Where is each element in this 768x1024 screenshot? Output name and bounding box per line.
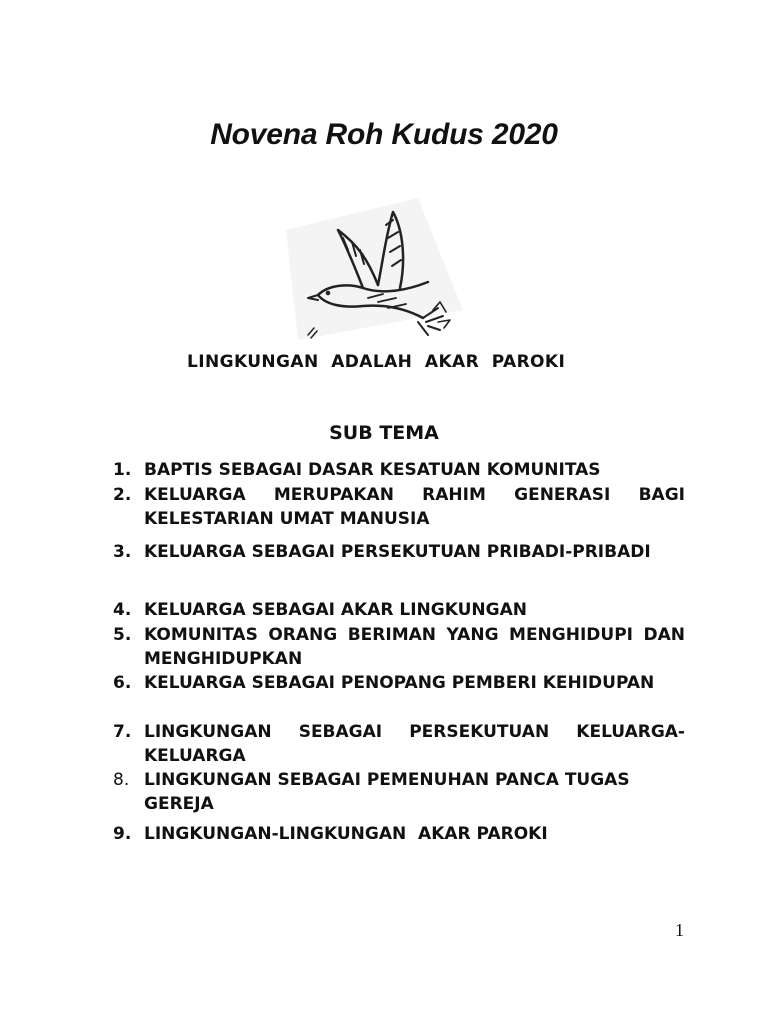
list-item-number: 3. — [113, 542, 132, 562]
list-item-number: 2. — [113, 485, 132, 505]
list-item-number: 4. — [113, 600, 132, 620]
list-item — [113, 822, 685, 846]
list-item-text: KELUARGA SEBAGAI PERSEKUTUAN PRIBADI-PRIBADI — [144, 542, 651, 562]
list-item — [113, 623, 685, 671]
list-item-text: KELUARGA MERUPAKAN RAHIM GENERASI BAGI KELESTARIAN UMAT MANUSIA — [144, 485, 685, 529]
list-item-number: 6. — [113, 673, 132, 693]
list-item — [113, 768, 685, 816]
list-item — [113, 458, 685, 482]
dove-illustration — [268, 190, 468, 350]
page-number: 1 — [675, 920, 684, 940]
list-item-text: LINGKUNGAN SEBAGAI PERSEKUTUAN KELUARGA-KELUARGA — [144, 722, 685, 766]
list-item-text: LINGKUNGAN SEBAGAI PEMENUHAN PANCA TUGAS GEREJA — [144, 770, 630, 814]
list-item-text: KOMUNITAS ORANG BERIMAN YANG MENGHIDUPI DAN MENGHIDUPKAN — [144, 625, 685, 669]
list-item-number: 5. — [113, 625, 132, 645]
list-item — [113, 483, 685, 531]
subtema-heading: SUB TEMA — [329, 422, 439, 444]
list-item-text: KELUARGA SEBAGAI AKAR LINGKUNGAN — [144, 600, 527, 620]
list-item-text: BAPTIS SEBAGAI DASAR KESATUAN KOMUNITAS — [144, 460, 601, 480]
list-item-number: 7. — [113, 722, 132, 742]
list-item-number: 1. — [113, 460, 132, 480]
list-item-text: LINGKUNGAN-LINGKUNGAN AKAR PAROKI — [144, 824, 548, 844]
list-item-number: 9. — [113, 824, 132, 844]
list-item — [113, 720, 685, 768]
page-title: Novena Roh Kudus 2020 — [210, 118, 558, 151]
theme-heading: LINGKUNGAN ADALAH AKAR PAROKI — [187, 352, 566, 372]
list-item-number: 8. — [113, 770, 130, 790]
list-item — [113, 671, 685, 695]
list-item — [113, 598, 685, 622]
list-item-text: KELUARGA SEBAGAI PENOPANG PEMBERI KEHIDUPAN — [144, 673, 655, 693]
list-item — [113, 540, 685, 564]
